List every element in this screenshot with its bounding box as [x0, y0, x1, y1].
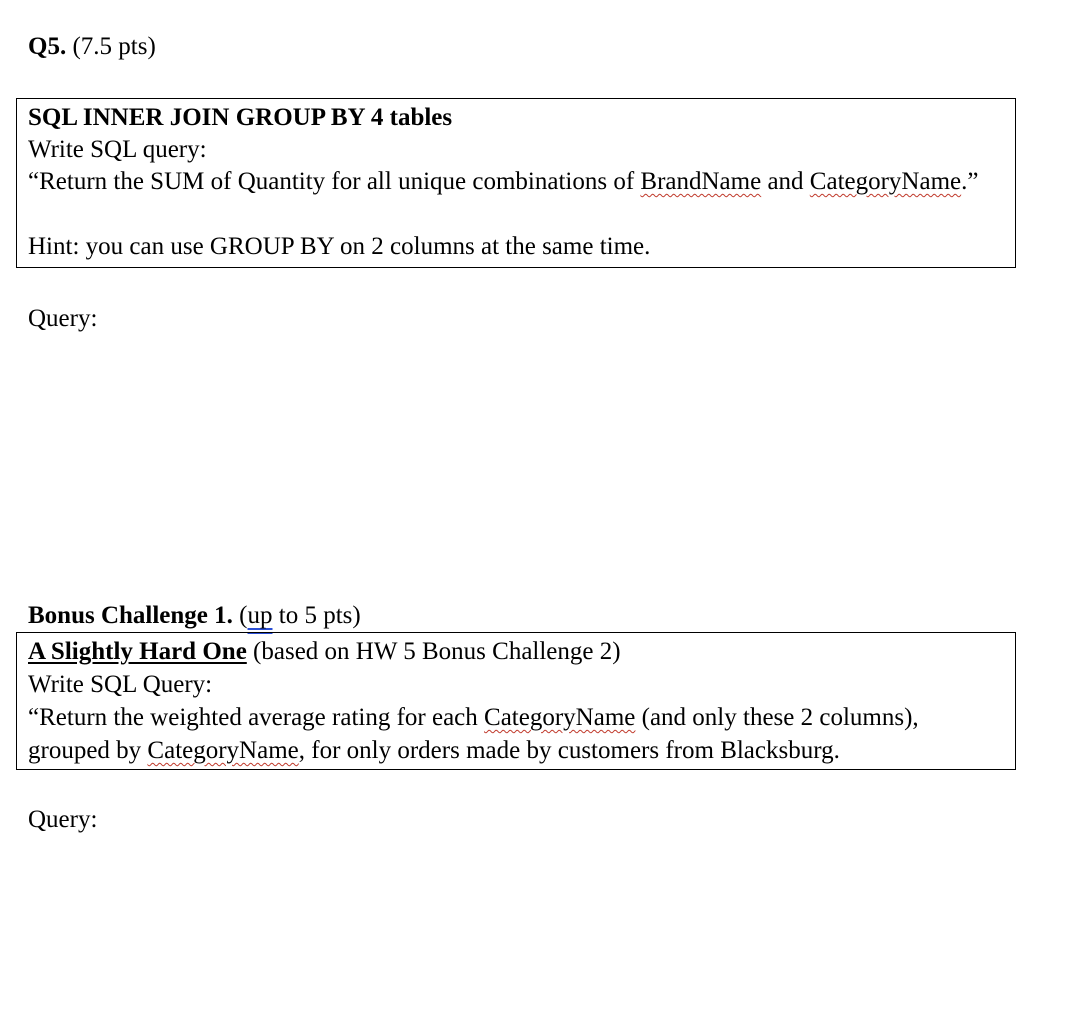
q5-box-hint: Hint: you can use GROUP BY on 2 columns at the same time. [28, 233, 651, 260]
bonus-box-prompt-line-2 [28, 735, 840, 767]
bonus-query-label: Query: [28, 806, 98, 833]
bonus-prompt-term-categoryname-2: CategoryName [147, 737, 299, 764]
bonus-prompt-text-4: , for only orders made by customers from Blacksburg. [298, 737, 840, 764]
bonus-box-heading-line [28, 636, 621, 668]
bonus-prompt-term-categoryname-1: CategoryName [484, 704, 636, 731]
q5-points: (7.5 pts) [66, 33, 156, 60]
q5-title [28, 31, 156, 63]
bonus-prompt-text-2: (and only these 2 columns), [635, 704, 919, 731]
bonus-box-heading: A Slightly Hard One [28, 638, 247, 665]
q5-prompt-term-categoryname: CategoryName [809, 168, 962, 195]
q5-prompt-text-2: and [761, 168, 810, 195]
q5-prompt-text-1: “Return the SUM of Quantity for all unique combinations of [28, 168, 641, 195]
q5-query-label: Query: [28, 305, 98, 332]
bonus-points-word: up [247, 602, 273, 629]
q5-question-box [16, 98, 1016, 268]
bonus-title [28, 600, 361, 632]
bonus-box-instruction: Write SQL Query: [28, 671, 213, 698]
q5-box-heading: SQL INNER JOIN GROUP BY 4 tables [28, 104, 453, 131]
bonus-points-open: ( [232, 602, 248, 629]
q5-box-prompt [28, 166, 979, 198]
bonus-prompt-text-1: “Return the weighted average rating for each [28, 704, 485, 731]
q5-prompt-term-brandname: BrandName [640, 168, 762, 195]
bonus-label: Bonus Challenge 1. [28, 602, 233, 629]
bonus-box-prompt-line-1 [28, 702, 919, 734]
bonus-prompt-text-3: grouped by [28, 737, 148, 764]
bonus-points-close: to 5 pts) [272, 602, 361, 629]
bonus-box-heading-note: (based on HW 5 Bonus Challenge 2) [246, 638, 621, 665]
q5-box-instruction: Write SQL query: [28, 136, 207, 163]
q5-label: Q5. [28, 33, 67, 60]
q5-prompt-text-3: .” [961, 168, 979, 195]
bonus-question-box [16, 632, 1016, 770]
